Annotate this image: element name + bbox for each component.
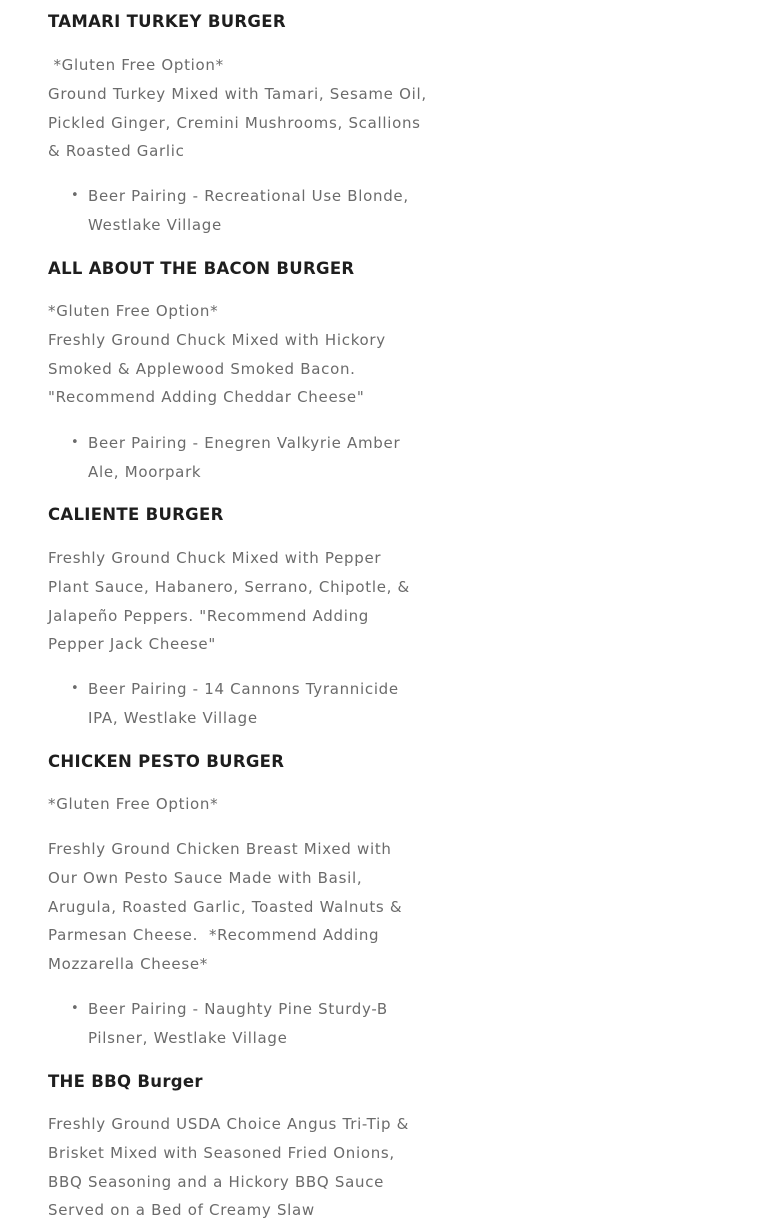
item-title: CHICKEN PESTO BURGER [48, 752, 285, 771]
description-line: Our Own Pesto Sauce Made with Basil, [48, 868, 363, 887]
bullet-icon: • [71, 435, 80, 450]
item-description [48, 51, 427, 166]
beer-pairing-list [48, 182, 409, 240]
pairing-line: Beer Pairing - Naughty Pine Sturdy-B [88, 1000, 388, 1018]
description-line: Plant Sauce, Habanero, Serrano, Chipotle, & [48, 577, 410, 596]
description-line: Pepper Jack Cheese" [48, 635, 216, 654]
pairing-line: Beer Pairing - Recreational Use Blonde, [88, 187, 409, 205]
item-title: THE BBQ Burger [48, 1072, 203, 1091]
pairing-line: IPA, Westlake Village [88, 708, 258, 727]
description-line: Freshly Ground Chuck Mixed with Hickory [48, 330, 386, 349]
pairing-line: Ale, Moorpark [88, 462, 202, 481]
description-line: Smoked & Applewood Smoked Bacon. [48, 359, 356, 378]
item-title: ALL ABOUT THE BACON BURGER [48, 259, 355, 278]
item-description [48, 544, 410, 659]
description-line: & Roasted Garlic [48, 142, 185, 161]
description-line: *Gluten Free Option* [48, 795, 219, 813]
description-line: Served on a Bed of Creamy Slaw [48, 1201, 315, 1220]
item-description [48, 1110, 409, 1225]
description-line: *Gluten Free Option* [48, 302, 219, 320]
description-line: Mozzarella Cheese* [48, 955, 208, 974]
item-title: CALIENTE BURGER [48, 505, 224, 524]
bullet-icon: • [71, 188, 80, 203]
pairing-line: Beer Pairing - Enegren Valkyrie Amber [88, 434, 401, 452]
description-line: *Gluten Free Option* [48, 56, 224, 74]
bullet-icon: • [71, 681, 80, 696]
beer-pairing-list [48, 429, 400, 487]
item-title: TAMARI TURKEY BURGER [48, 12, 286, 31]
beer-pairing [48, 182, 409, 240]
item-note [48, 790, 218, 819]
beer-pairing [48, 429, 400, 487]
description-line: Freshly Ground Chicken Breast Mixed with [48, 840, 392, 858]
description-line: Freshly Ground Chuck Mixed with Pepper [48, 549, 382, 567]
description-line: "Recommend Adding Cheddar Cheese" [48, 388, 365, 407]
pairing-line: Pilsner, Westlake Village [88, 1028, 288, 1047]
description-line: Brisket Mixed with Seasoned Fried Onions, [48, 1143, 395, 1162]
pairing-line: Beer Pairing - 14 Cannons Tyrannicide [88, 680, 399, 698]
description-line: Freshly Ground USDA Choice Angus Tri-Tip & [48, 1115, 410, 1133]
description-line: Arugula, Roasted Garlic, Toasted Walnuts & [48, 897, 403, 916]
description-line: Parmesan Cheese. *Recommend Adding [48, 926, 380, 945]
description-line: BBQ Seasoning and a Hickory BBQ Sauce [48, 1172, 385, 1191]
description-line: Jalapeño Peppers. "Recommend Adding [48, 606, 369, 625]
beer-pairing [48, 675, 399, 733]
pairing-line: Westlake Village [88, 215, 222, 234]
beer-pairing-list [48, 675, 399, 733]
beer-pairing [48, 995, 388, 1053]
beer-pairing-list [48, 995, 388, 1053]
item-description [48, 297, 386, 412]
bullet-icon: • [71, 1001, 80, 1016]
description-line: Pickled Ginger, Cremini Mushrooms, Scallions [48, 113, 421, 132]
item-description [48, 835, 402, 979]
description-line: Ground Turkey Mixed with Tamari, Sesame Oil, [48, 84, 427, 103]
